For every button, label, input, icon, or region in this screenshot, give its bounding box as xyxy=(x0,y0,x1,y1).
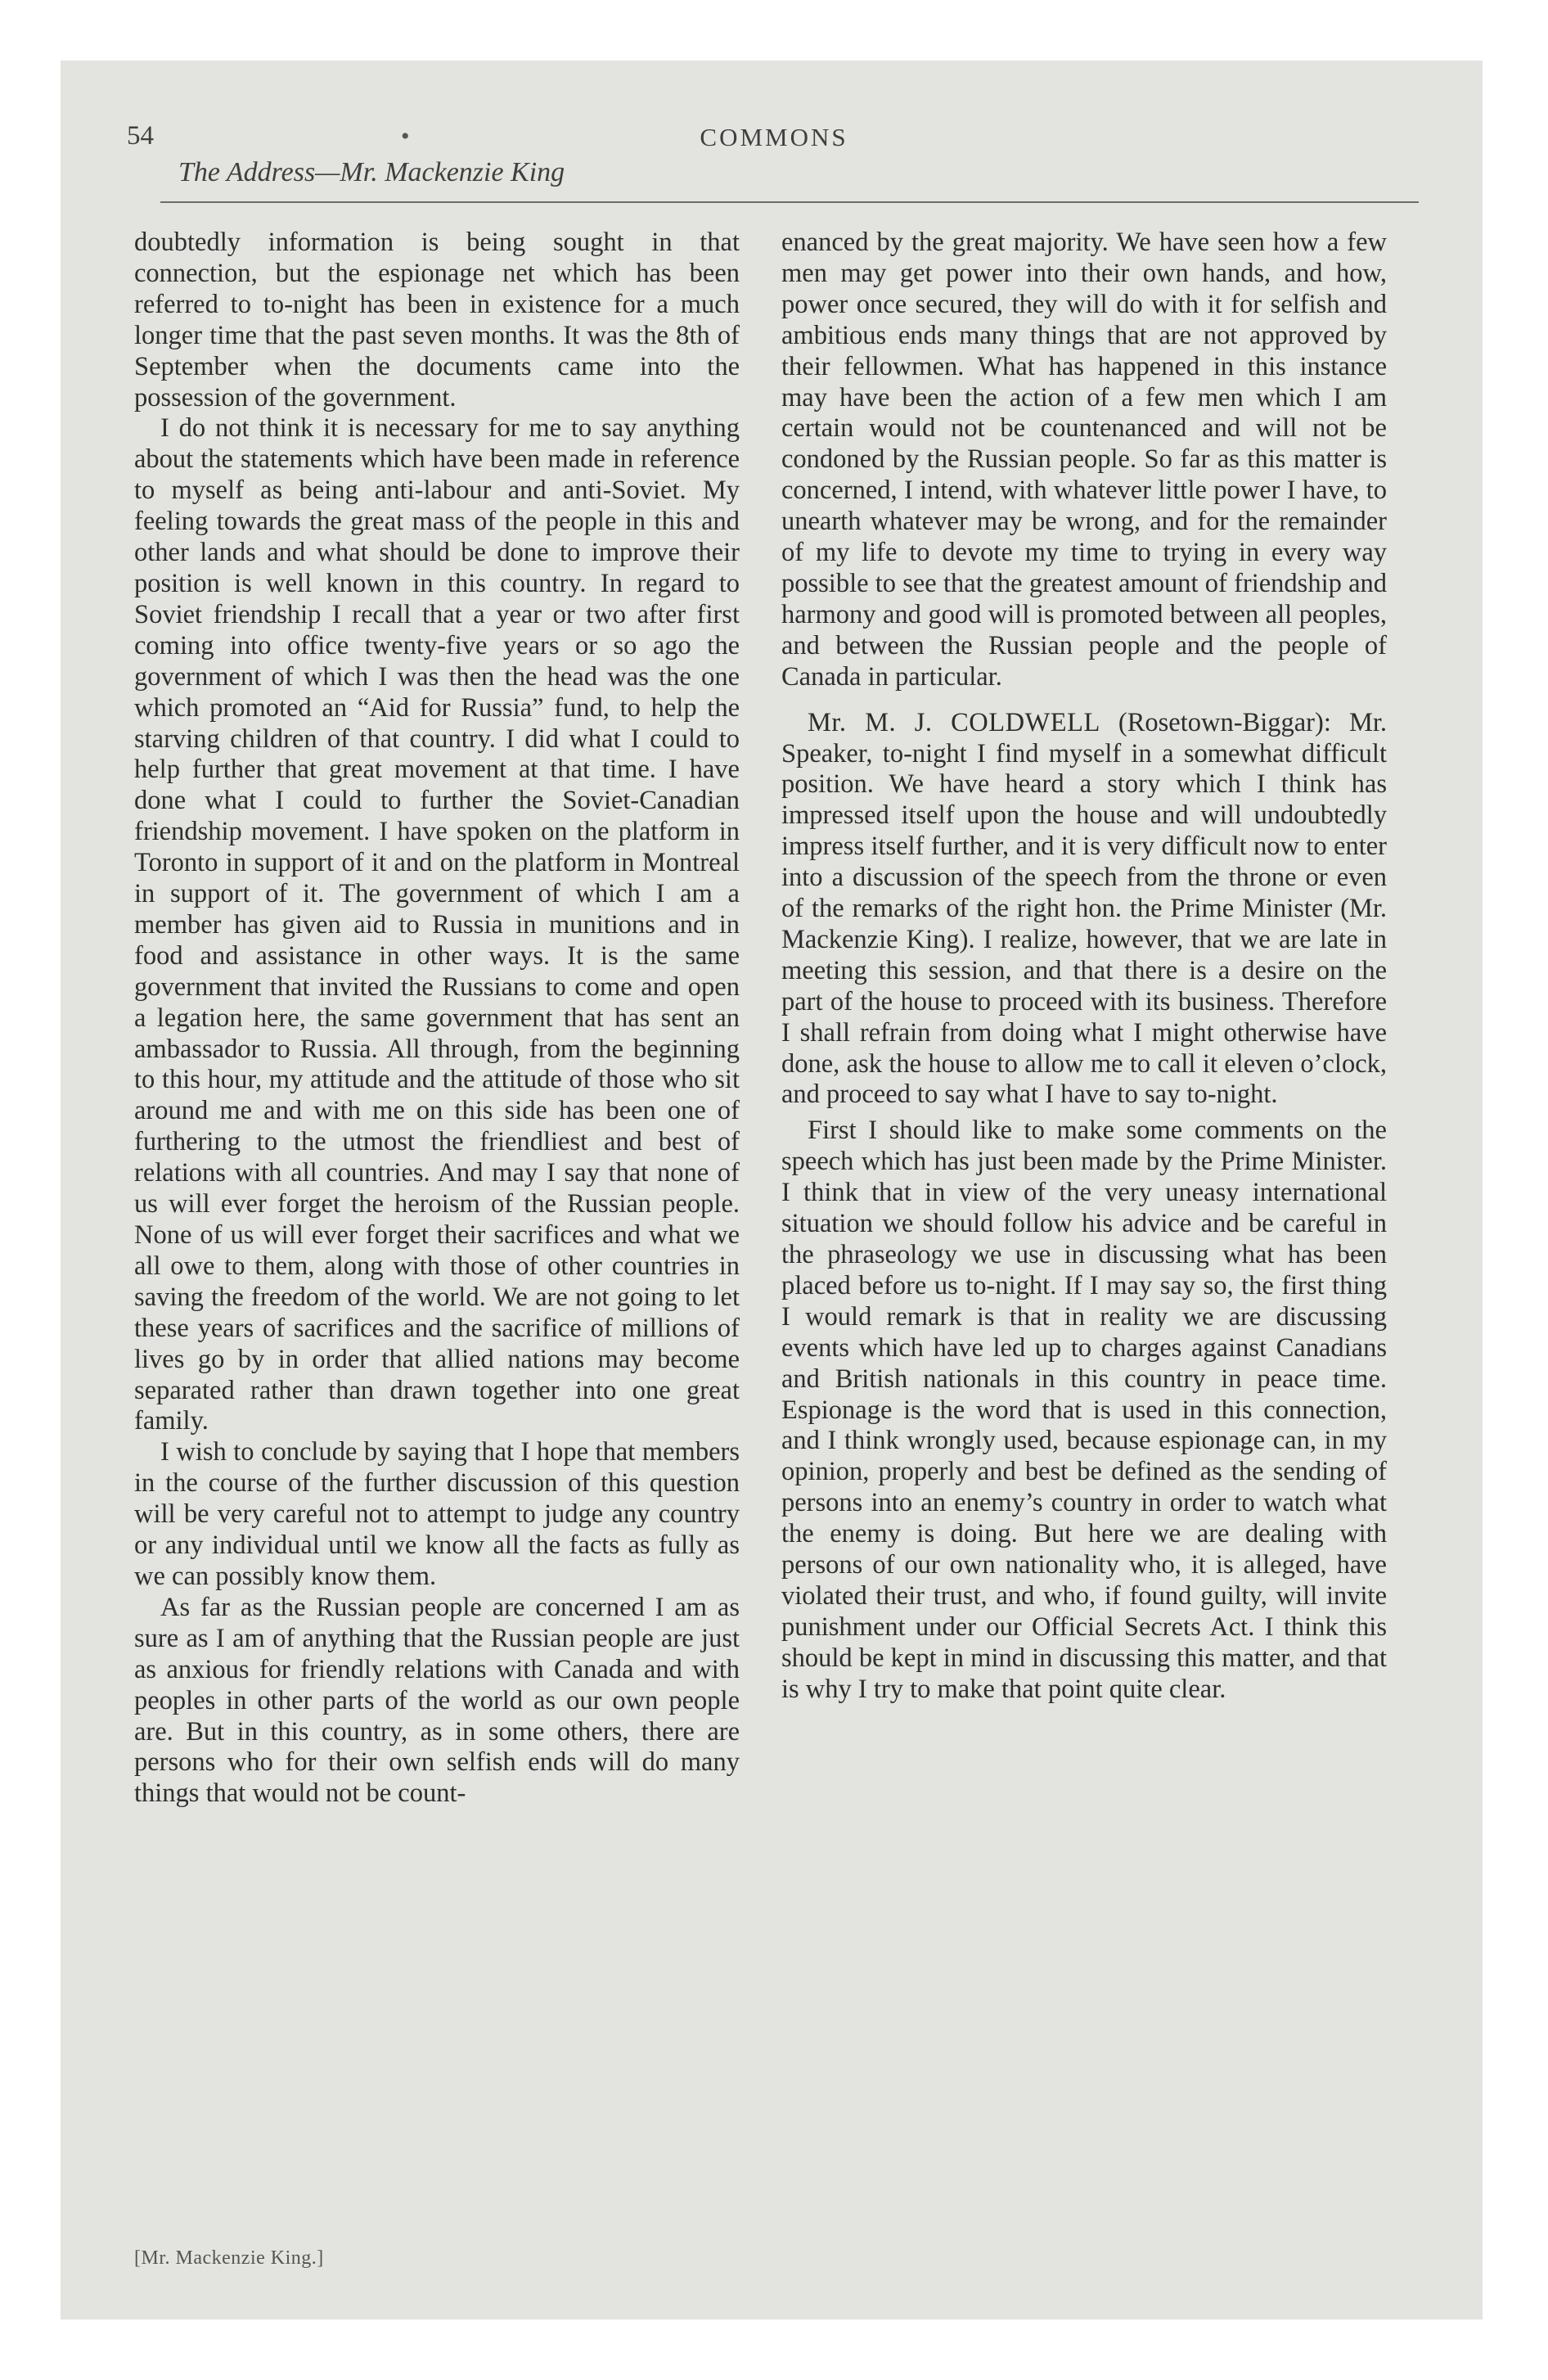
footer-attribution: [Mr. Mackenzie King.] xyxy=(134,2247,324,2269)
speech-paragraph xyxy=(781,708,1387,1111)
running-title: COMMONS xyxy=(700,123,848,151)
paragraph: First I should like to make some comments on the speech which has just been made by the Prime Minister. I think that in view of the very uneasy international situation we should follow his advice and be careful in the phraseology we use in discussing what has been placed before us to-night. If I may say so, the first thing I would remark is that in reality we are discussing events which have led up to charges against Canadians and British nationals in this country in peace time. Espionage is the word that is used in this connection, and I think wrongly used, because espionage can, in my opinion, properly and best be defined as the sending of persons into an enemy’s country in order to watch what the enemy is doing. But here we are dealing with persons of our own nationality who, it is alleged, have violated their trust, and who, if found guilty, will invite punishment under our Official Secrets Act. I think this should be kept in mind in discussing this matter, and that is why I try to make that point quite clear. xyxy=(781,1116,1387,1704)
header-dot: • xyxy=(401,123,410,150)
page-number: 54 xyxy=(127,121,154,151)
paragraph: doubtedly information is being sought in that connection, but the espionage net which has been referred to to-night has been in existence for a much longer time that the past seven months. It was the 8th of September when the documents came into the possession of the government. xyxy=(134,228,740,412)
right-column xyxy=(781,228,1387,1706)
left-column xyxy=(134,228,740,1810)
paragraph: I do not think it is necessary for me to say anything about the statements which have been made in reference to myself as being anti-labour and anti-Soviet. My feeling towards the great mass of the people in this and other lands and what should be done to improve their position is well known in this country. In regard to Soviet friendship I recall that a year or two after first coming into office twenty-five years or so ago the government of which I was then the head was the one which promoted an “Aid for Russia” fund, to help the starving children of that country. I did what I could to help further that great movement at that time. I have done what I could to further the Soviet-Canadian friendship movement. I have spoken on the platform in Toronto in support of it and on the platform in Montreal in support of it. The government of which I am a member has given aid to Russia in munitions and in food and assistance in other ways. It is the same government that invited the Russians to come and open a legation here, the same government that has sent an ambassador to Russia. All through, from the beginning to this hour, my attitude and the attitude of those who sit around me and with me on this side has been one of furthering to the utmost the friendliest and best of relations with all countries. And may I say that none of us will ever forget the heroism of the Russian people. None of us will ever forget their sacrifices and what we all owe to them, along with those of other countries in saving the freedom of the world. We are not going to let these years of sacrifices and the sacrifice of millions of lives go by in order that allied nations may become separated rather than drawn together into one great family. xyxy=(134,413,740,1436)
paragraph: enanced by the great majority. We have seen how a few men may get power into their own hands, and how, power once secured, they will do with it for selfish and ambitious ends many things that are not approved by their fellowmen. What has happened in this instance may have been the action of a few men which I am certain would not be countenanced and will not be condoned by the Russian people. So far as this matter is concerned, I intend, with whatever little power I have, to unearth whatever may be wrong, and for the remainder of my life to devote my time to trying in every way possible to see that the greatest amount of friendship and harmony and good will is promoted between all peoples, and between the Russian people and the people of Canada in particular. xyxy=(781,228,1387,692)
header-rule xyxy=(160,201,1419,203)
speech-text: (Rosetown-Biggar): Mr. Speaker, to-night I find myself in a somewhat difficult position. We have heard a story which I think has impressed itself upon the house and will undoubtedly impress itself further, and it is very difficult now to enter into a discussion of the speech from the throne or even of the remarks of the right hon. the Prime Minister (Mr. Mackenzie King). I realize, however, that we are late in meeting this session, and that there is a desire on the part of the house to proceed with its business. Therefore I shall refrain from doing what I might otherwise have done, ask the house to allow me to call it eleven o’clock, and proceed to say what I have to say to-night. xyxy=(781,707,1387,1110)
running-subtitle: The Address—Mr. Mackenzie King xyxy=(178,157,565,187)
paragraph: I wish to conclude by saying that I hope that members in the course of the further discussion of this question will be very careful not to attempt to judge any country or any individual until we know all the facts as fully as we can possibly know them. xyxy=(134,1437,740,1591)
speaker-name: Mr. M. J. COLDWELL xyxy=(808,707,1100,737)
paragraph: As far as the Russian people are concerned I am as sure as I am of anything that the Russian people are just as anxious for friendly relations with Canada and with peoples in other parts of the world as our own people are. But in this country, as in some others, there are persons who for their own selfish ends will do many things that would not be count- xyxy=(134,1592,740,1809)
